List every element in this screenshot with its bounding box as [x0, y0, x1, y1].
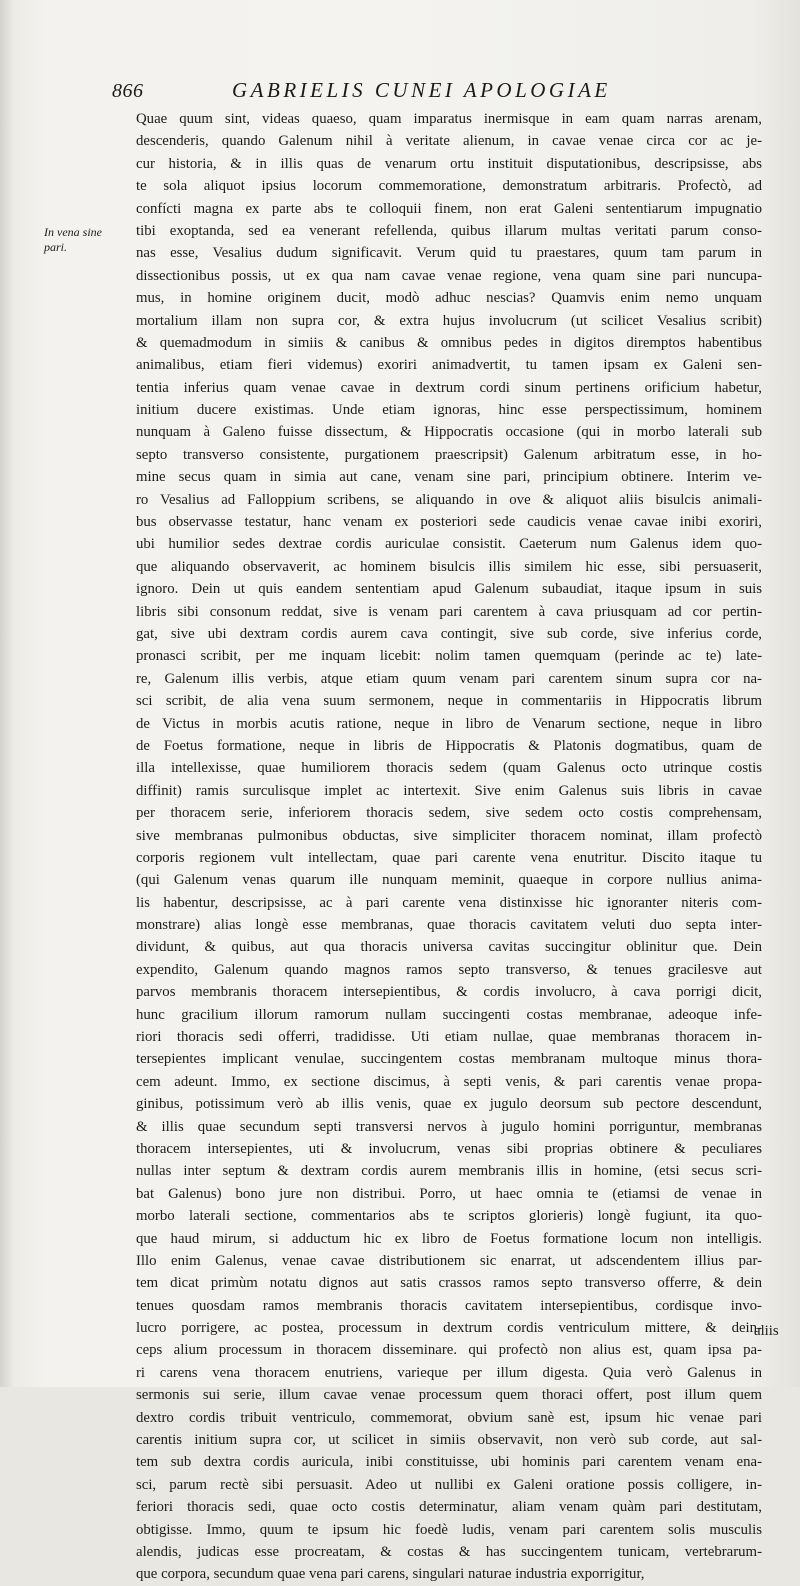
text-line: tem sub dextra cordis auricula, inibi constituisse, ubi hominis pari carentem venam ena-	[136, 1454, 762, 1471]
margin-note: In vena sine pari.	[44, 225, 102, 254]
text-line: corporis regionem vult intellectam, quae pari carente vena enutritur. Discito itaque tu	[136, 849, 762, 866]
text-line: sermonis sui serie, illum cavae venae processum quem thoraci offert, post illum quem	[136, 1387, 762, 1404]
text-line: de Foetus formatione, neque in libris de Hippocratis & Platonis dogmatibus, quam de	[136, 737, 762, 754]
text-line: carentis initium supra cor, ut scilicet in simiis observavit, non verò sub corde, aut sal-	[136, 1432, 762, 1449]
text-line: feriori thoracis sedi, quae octo costis determinatur, aliam venam quàm pari destitutam,	[136, 1499, 762, 1516]
text-line: mus, in homine originem ducit, modò adhuc nescias? Quamvis enim nemo unquam	[136, 290, 762, 307]
text-line: monstrare) alias longè esse membranas, quae thoracis cavitatem veluti duo septa inter-	[136, 917, 762, 934]
text-line: sive membranas pulmonibus obductas, sive simpliciter thoracem nominat, illam profectò	[136, 827, 762, 844]
text-line: per thoracem serie, inferiorem thoracis sedem, sive sedem octo costis comprehensam,	[136, 805, 762, 822]
text-line: bat Galenus) bono jure non distribui. Porro, ut haec omnia te (etiamsi de venae in	[136, 1185, 762, 1202]
text-line: ignoro. Dein ut quis eandem sententiam apud Galenum subaudiat, itaque ipsum in suis	[136, 581, 762, 598]
text-line: bus observasse testatur, hanc venam ex posteriori sede caudicis venae cavae inibi exoriri,	[136, 514, 762, 531]
text-line: alendis, judicas esse procreatam, & costas & has succingentem tunicam, vertebrarum-	[136, 1544, 762, 1560]
page-number: 866	[112, 80, 144, 102]
text-line: parvos membranis thoracem intersepientibus, & cordis involucro, à cava porrigi dicit,	[136, 984, 762, 1001]
text-line: libris sibi consonum reddat, sive is venam pari carentem à cava priusquam ad cor pertin-	[136, 603, 762, 620]
text-line: cur historia, & in illis quas de venarum ortu instituit disputationibus, descripsisse, abs	[136, 155, 762, 172]
text-line: re, Galenum illis verbis, atque etiam quum venam pari carentem sinum supra cor na-	[136, 670, 762, 687]
text-line: lucro porrigere, ac postea, processum in dextrum cordis ventriculum mittere, & dein-	[136, 1320, 762, 1337]
text-line: illa intellexisse, quae humiliorem thoracis sedem (quam Galenus octo utrinque costis	[136, 760, 762, 777]
text-line: expendito, Galenum quando magnos ramos septo transverso, & tenues gracilesve aut	[136, 961, 762, 978]
text-line: gat, sive ubi dextram cordis aurem cava contingit, sive sub corde, sive inferius corde,	[136, 625, 762, 642]
text-line: ginibus, potissimum verò ab illis venis, quae ex jugulo deorsum sub pectore descendunt,	[136, 1096, 762, 1113]
text-line: ro Vesalius ad Falloppium scribens, se aliquando in ove & aliquot aliis bisulcis animali-	[136, 491, 762, 508]
text-line: diffinit) ramis surculisque implet ac intertexit. Sive enim Galenus suis libris in cavae	[136, 782, 762, 799]
text-line: mortalium illam non supra cor, & extra hujus involucrum (ut scilicet Vesalius scribit)	[136, 312, 762, 329]
page-header	[112, 78, 740, 106]
text-line: ubi humilior sedes dextrae cordis auriculae consistit. Caeterum num Galenus idem quo-	[136, 536, 762, 553]
text-line: tersepientes implicant venulae, succingentem costas membranam multoque minus thora-	[136, 1051, 762, 1068]
text-line: obtigisse. Immo, quum te ipsum hic foedè ludis, venam pari carentem solis musculis	[136, 1521, 762, 1538]
text-line: thoracem intersepientes, uti & involucrum, venas sibi proprias obtinere & peculiares	[136, 1140, 762, 1157]
text-line: ceps alium processum in thoracem disseminare. qui profectò non alius est, quam ipsa pa-	[136, 1342, 762, 1359]
text-line: cem adeunt. Immo, ex sectione discimus, à septi venis, & pari carentis venae propa-	[136, 1073, 762, 1090]
text-line: & quemadmodum in simiis & canibus & omnibus pedes in digitos diremptos habentibus	[136, 334, 762, 351]
text-line: descenderis, quando Galenum nihil à veritate alienum, in cavae venae circa cor ac je-	[136, 133, 762, 150]
text-line: tibi exoptanda, sed ea venerant refellenda, quibus illarum multas veritati parum conso-	[136, 222, 762, 239]
text-line: confícti magna ex parte abs te colloquii finem, non erat Galeni sententiarum impugnatio	[136, 200, 762, 217]
text-line: & illis quae secundum septi transversi nervos à jugulo homini porriguntur, membranas	[136, 1118, 762, 1135]
text-line: initium ducere existimas. Unde etiam ignoras, hinc esse perspectissimum, hominem	[136, 402, 762, 419]
text-line: dextro cordis tribuit ventriculo, commemorat, obvium sanè est, ipsum hic venae pari	[136, 1409, 762, 1426]
text-line: que haud mirum, si adductum hic ex libro de Foetus formatione locum non intelligis.	[136, 1230, 762, 1247]
catchword: aliis	[754, 1323, 779, 1339]
text-line: te sola aliquot ipsius locorum commemoratione, demonstratum arbitraris. Profectò, ad	[136, 178, 762, 195]
text-line: nunquam à Galeno fuisse dissectum, & Hippocratis occasione (qui in morbo laterali sub	[136, 424, 762, 441]
text-line: tenues quosdam ramos membranis thoracis cavitatem intersepientibus, cordisque invo-	[136, 1297, 762, 1314]
text-line: septo transverso consistente, purgationem praescripsit) Galenum arbitratum esse, in ho-	[136, 446, 762, 463]
text-line: morbo laterali sectione, commentarios abs te scriptos glorieris) longè fugiunt, ita quo-	[136, 1208, 762, 1225]
text-line: tem dicat primùm notatu dignos aut satis crassos ramos septo transverso offerre, & dein	[136, 1275, 762, 1292]
text-line: tentia inferius quam venae cavae in dextrum cordi sinum pertinens orificium habetur,	[136, 379, 762, 396]
running-title: GABRIELIS CUNEI APOLOGIAE	[232, 78, 611, 102]
page-fold-shadow	[0, 0, 14, 1387]
body-text	[136, 108, 762, 1586]
text-line: Quae quum sint, videas quaeso, quam imparatus inermisque in eam quam narras arenam,	[136, 111, 762, 127]
text-line: hunc gracilium illorum ramorum nullam succingenti costas membranae, adeoque infe-	[136, 1006, 762, 1023]
text-line: sci, parum rectè sibi persuasit. Adeo ut nullibi ex Galeni oratione possis colligere, in-	[136, 1476, 762, 1493]
text-line: nas esse, Vesalius dudum significavit. Verum quid tu praestares, quum tam parum in	[136, 245, 762, 262]
text-line: dissectionibus possis, ut ex qua nam cavae venae regione, vena quam sine pari nuncupa-	[136, 267, 762, 284]
text-line: que aliquando observaverit, ac hominem bisulcis illis similem hic esse, sibi persuaserit,	[136, 558, 762, 575]
text-line: Illo enim Galenus, venae cavae distributionem sic enarrat, ut adscendentem illius par-	[136, 1252, 762, 1269]
text-line: que corpora, secundum quae vena pari carens, singulari naturae industria exporrigitur,	[136, 1566, 645, 1583]
text-line: sci scribit, de alia vena suum sermonem, neque in commentariis in Hippocratis librum	[136, 693, 762, 710]
text-line: ri carens vena thoracem enutriens, varieque per illum digesta. Quia verò Galenus in	[136, 1364, 762, 1381]
text-line: de Victus in morbis acutis ratione, neque in libro de Venarum sectione, neque in libro	[136, 715, 762, 732]
text-line: animalibus, etiam fieri videmus) exoriri animadvertit, tu tamen ipsam ex Galeni sen-	[136, 357, 762, 374]
text-line: lis habentur, descripsisse, ac à pari carente vena distinxisse hic ignoranter niteris com-	[136, 894, 762, 911]
text-line: riori thoracis sedi offerri, tradidisse. Uti etiam nullae, quae membranas thoracem in-	[136, 1029, 762, 1046]
text-line: (qui Galenum venas quarum ille nunquam meminit, quaeque in corpore nullius anima-	[136, 872, 762, 889]
text-line: pronasci scribit, per me inquam licebit: nolim tamen quemquam (perinde ac te) late-	[136, 648, 762, 665]
text-line: dividunt, & quibus, aut qua thoracis universa cavitas succingitur oblinitur que. Dein	[136, 939, 762, 956]
text-line: mine secus quam in simia aut cane, venam sine pari, principium obtinere. Interim ve-	[136, 469, 762, 486]
text-line: nullas inter septum & dextram cordis aurem membranis illis in homine, (etsi secus scri-	[136, 1163, 762, 1180]
